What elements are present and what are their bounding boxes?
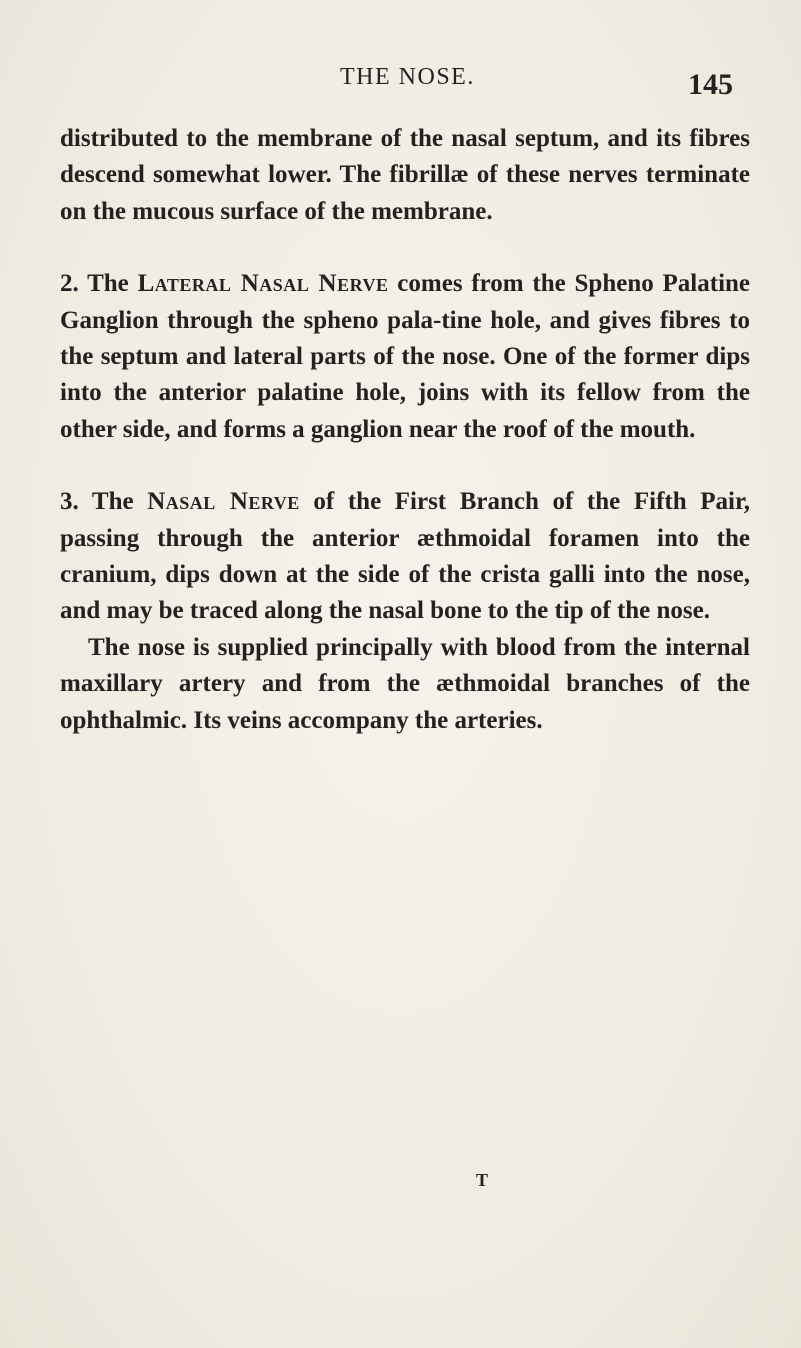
paragraph-3: [60, 484, 750, 630]
paragraph-3-number: 3. The: [60, 488, 134, 516]
paragraph-4-text: The nose is supplied principally with blood from the internal maxillary artery and from the æthmoidal branches of the ophthalmic. Its veins accompany the arteries.: [60, 633, 750, 734]
paragraph-4: [60, 630, 750, 739]
paragraph-1-text: distributed to the membrane of the nasal septum, and its fibres descend somewhat lower. The fibrillæ of these nerves terminate on the mucous surface of the membrane.: [60, 125, 750, 225]
running-header: [0, 58, 801, 104]
page-number: 145: [688, 68, 733, 101]
body-text: [60, 121, 750, 739]
paragraph-3-heading: Nasal Nerve: [147, 488, 300, 516]
signature-mark: T: [476, 1170, 489, 1190]
paragraph-3-text: of the First Branch of the Fifth Pair, passing through the anterior æthmoidal foramen into the cranium, dips down at the side of the crista galli into the nose, and may be traced along the nasal bone to the tip of the nose.: [60, 488, 751, 625]
paragraph-2: [60, 266, 750, 448]
paragraph-2-number: 2. The: [60, 270, 129, 298]
running-title: THE NOSE.: [340, 64, 475, 90]
paragraph-2-heading: Lateral Nasal Nerve: [137, 270, 389, 298]
paragraph-1: [60, 121, 750, 230]
paragraph-2-text: comes from the Spheno Palatine Ganglion through the spheno pala-tine hole, and gives fibres to the septum and lateral parts of the nose. One of the former dips into the anterior palatine hole, joins with its fellow from the other side, and forms a ganglion near the roof of the mouth.: [60, 270, 751, 443]
